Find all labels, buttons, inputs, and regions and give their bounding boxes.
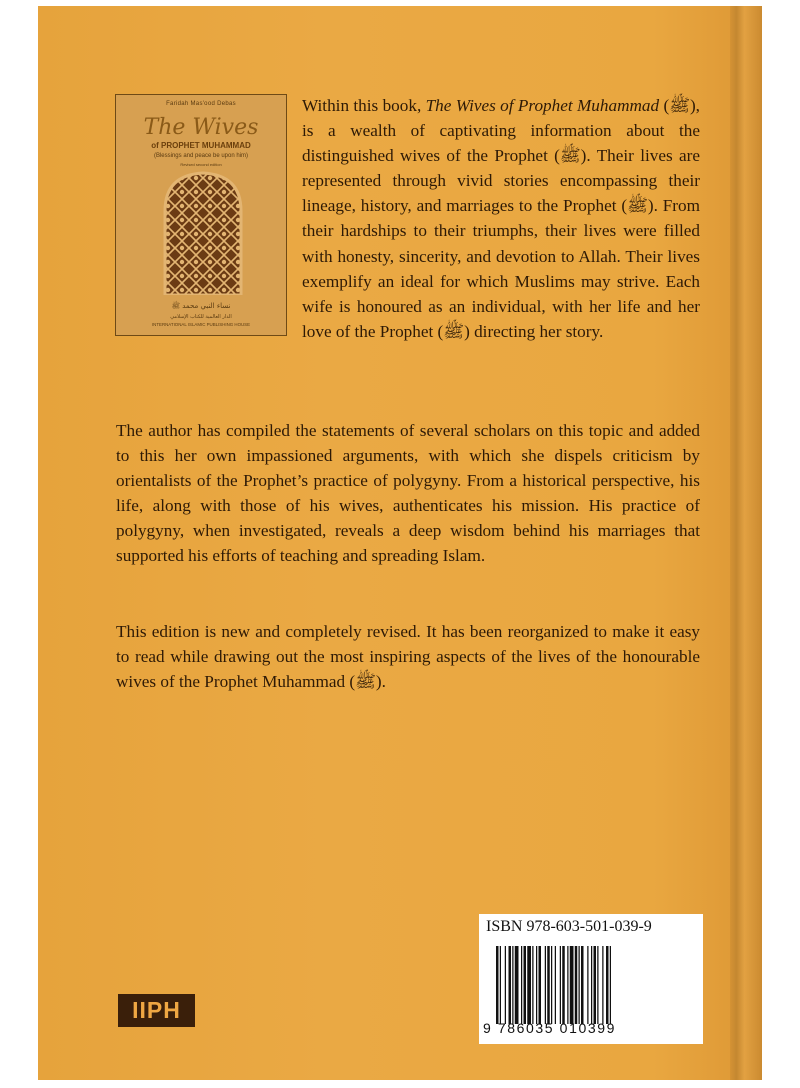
barcode-bar <box>575 946 578 1024</box>
barcode-bar <box>512 946 513 1024</box>
barcode-bar <box>505 946 506 1024</box>
isbn-number: ISBN 978-603-501-039-9 <box>486 918 652 935</box>
thumbnail-publisher: INTERNATIONAL ISLAMIC PUBLISHING HOUSE <box>151 322 251 327</box>
book-title-italic: The Wives of Prophet Muhammad <box>425 96 660 115</box>
publisher-logo: IIPH <box>118 994 195 1027</box>
barcode <box>496 946 692 1024</box>
barcode-bar <box>602 946 603 1024</box>
barcode-bar <box>500 946 501 1024</box>
barcode-bar <box>560 946 561 1024</box>
barcode-bar <box>567 946 568 1024</box>
barcode-bar <box>539 946 542 1024</box>
barcode-bar <box>545 946 546 1024</box>
barcode-bar <box>610 946 611 1024</box>
barcode-bar <box>570 946 574 1024</box>
book-back-cover <box>38 6 762 1080</box>
barcode-bar <box>524 946 527 1024</box>
barcode-bar <box>551 946 552 1024</box>
barcode-bar <box>496 946 499 1024</box>
thumbnail-arabic-publisher: الدار العالمية للكتاب الإسلامي <box>170 314 232 320</box>
barcode-bar <box>536 946 537 1024</box>
barcode-bar <box>606 946 609 1024</box>
barcode-bar <box>532 946 533 1024</box>
barcode-bar <box>579 946 580 1024</box>
thumbnail-edition: Revised second edition <box>180 162 222 167</box>
barcode-bar <box>509 946 512 1024</box>
description-paragraph-3: This edition is new and completely revised. It has been reorganized to make it easy to read while drawing out the most inspiring aspects of the lives of the honourable wives of the Prophet Muhammad (ﷺ). <box>116 622 700 692</box>
barcode-digits: 9 786035 010399 <box>483 1020 616 1036</box>
intro-text: Within this book, <box>302 96 426 115</box>
barcode-bar <box>527 946 531 1024</box>
thumbnail-spacer <box>116 93 302 357</box>
isbn-barcode-label <box>479 914 703 1044</box>
barcode-bar <box>581 946 584 1024</box>
intro-rest: (ﷺ), is a wealth of captivating information about the distinguished wives of the Prophet (ﷺ). Their lives are represented through vivid stories encompassing their lineage, history, and marriages to the Prophet (ﷺ). From their hardships to their triumphs, their lives were filled with honesty, sincerity, and devotion to Allah. Their lives exemplify an ideal for which Muslims may strive. Each wife is honoured as an individual, with her life and her love of the Prophet (ﷺ) directing her story. <box>302 96 700 341</box>
barcode-bar <box>547 946 550 1024</box>
description-paragraph-1 <box>116 93 700 357</box>
thumbnail-author: Faridah Mas'ood Debas <box>166 101 236 107</box>
thumbnail-subtitle: of PROPHET MUHAMMAD <box>151 141 251 150</box>
barcode-bar <box>594 946 597 1024</box>
barcode-bar <box>597 946 598 1024</box>
barcode-bar <box>555 946 556 1024</box>
barcode-bar <box>587 946 588 1024</box>
barcode-bar <box>591 946 592 1024</box>
barcode-bar <box>521 946 522 1024</box>
spine-edge <box>730 6 762 1080</box>
description-paragraph-2: The author has compiled the statements of several scholars on this topic and added to this her own impassioned arguments, with which she dispels criticism by orientalists of the Prophet’s practice of polygyny. From a historical perspective, his life, along with those of his wives, authenticates his mission. His practice of polygyny, when investigated, reveals a deep wisdom behind his marriages that supported his efforts of teaching and spreading Islam. <box>116 421 700 566</box>
thumbnail-arabic-title: نساء النبي محمد ﷺ <box>171 302 231 310</box>
thumbnail-blessing: (Blessings and peace be upon him) <box>153 153 249 159</box>
thumbnail-title: The Wives <box>143 115 259 140</box>
barcode-bar <box>562 946 565 1024</box>
barcode-bar <box>515 946 519 1024</box>
